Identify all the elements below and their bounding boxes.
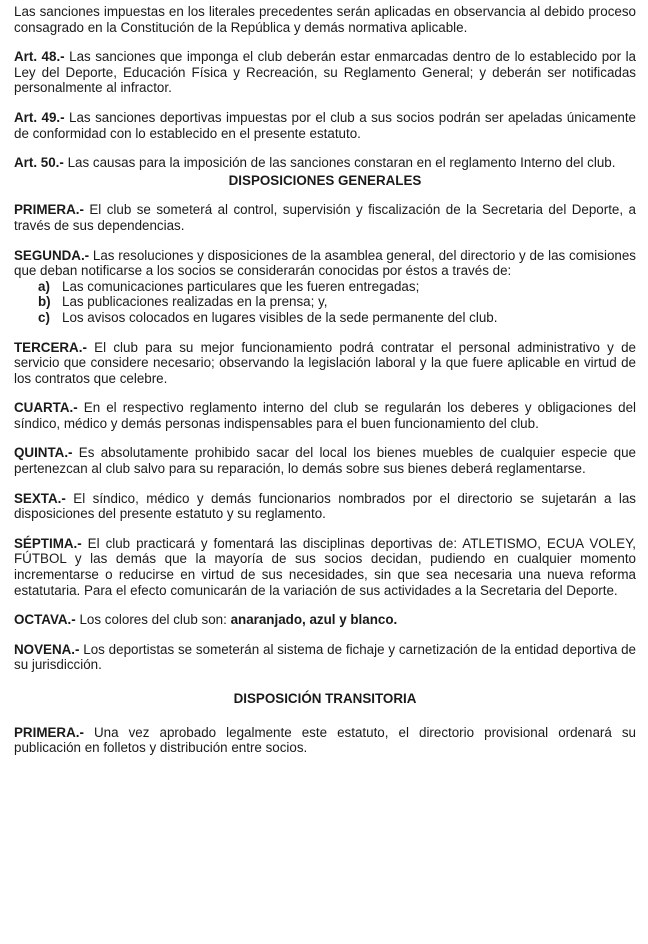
disposition-text: Es absolutamente prohibido sacar del local los bienes muebles de cualquier especie que pertenezcan al club salvo para su reparación, lo demás sobre sus bienes deberá reglamentarse. [14, 445, 636, 477]
article-49 [14, 110, 636, 141]
list-item [14, 310, 636, 326]
section-heading-transitoria: DISPOSICIÓN TRANSITORIA [233, 691, 417, 706]
disposition-label: PRIMERA.- [14, 724, 84, 740]
disposition-label: SÉPTIMA.- [14, 535, 82, 551]
disposition-text: El club se someterá al control, supervisión y fiscalización de la Secretaria del Deporte, a través de sus dependencias. [14, 202, 636, 233]
disposition-text: Una vez aprobado legalmente este estatuto, el directorio provisional ordenará su publicación en folletos y distribución entre socios. [14, 724, 636, 756]
section-heading-general: DISPOSICIONES GENERALES [228, 172, 422, 188]
disposition-text: Los colores del club son: [75, 612, 231, 628]
disposition-text: Las resoluciones y disposiciones de la asamblea general, del directorio y de las comisiones que deban notificarse a los socios se considerarán conocidas por éstos a través de: [14, 247, 636, 279]
list-item-text: Las comunicaciones particulares que les fueren entregadas; [62, 278, 420, 294]
list-letter: b) [38, 294, 51, 310]
disposition-label: NOVENA.- [14, 641, 80, 657]
disposition-septima [14, 536, 636, 598]
disposition-text: El síndico, médico y demás funcionarios nombrados por el directorio se sujetarán a las disposiciones del presente estatuto y su reglamento. [14, 490, 636, 522]
disposition-text: Los deportistas se someterán al sistema de fichaje y carnetización de la entidad deportiva de su jurisdicción. [14, 641, 636, 673]
disposition-tercera [14, 340, 636, 387]
disposition-text: El club practicará y fomentará las disciplinas deportivas de: ATLETISMO, ECUA VOLEY, FÚTBOL y las demás que la mayoría de sus socios decidan, pudiendo en cualquier momento incrementarse o reducirse en virtud de sus necesidades, sin que sea necesaria una nueva reforma estatutaria. Para el efecto comunicarán de la variación de sus actividades a la Secretaria del Deporte. [14, 535, 636, 598]
disposition-text: El club para su mejor funcionamiento podrá contratar el personal administrativo y de servicio que considere necesario; observando la legislación laboral y la que fuere aplicable en virtud de los contratos que celebre. [14, 339, 636, 386]
paragraph-text: Las sanciones impuestas en los literales precedentes serán aplicadas en observancia al debido proceso consagrado en la Constitución de la República y demás normativa aplicable. [14, 4, 636, 35]
article-number: Art. 49.- [14, 109, 65, 125]
disposition-label: OCTAVA.- [14, 612, 76, 628]
disposition-label: SEXTA.- [14, 490, 66, 506]
list-letter: a) [38, 278, 50, 294]
list-item-text: Los avisos colocados en lugares visibles de la sede permanente del club. [62, 309, 498, 325]
article-50 [14, 155, 636, 171]
disposition-sexta [14, 491, 636, 522]
disposition-octava [14, 612, 636, 628]
article-text: Las sanciones que imponga el club deberán estar enmarcadas dentro de lo establecido por la Ley del Deporte, Educación Física y Recreación, su Reglamento General; y deberán ser notificadas personalmente al infractor. [14, 49, 637, 96]
disposition-label: QUINTA.- [14, 445, 73, 461]
club-colors: anaranjado, azul y blanco. [230, 612, 398, 628]
disposition-primera [14, 202, 636, 233]
article-text: Las sanciones deportivas impuestas por el club a sus socios podrán ser apeladas únicamente de conformidad con lo establecido en el presente estatuto. [14, 109, 637, 141]
transitoria-primera [14, 725, 636, 756]
document-page [14, 4, 636, 756]
article-number: Art. 48.- [14, 49, 65, 65]
disposition-quinta [14, 445, 636, 476]
article-text: Las causas para la imposición de las sanciones constaran en el reglamento Interno del club. [63, 155, 616, 171]
disposition-segunda [14, 248, 636, 279]
segunda-list [14, 279, 636, 326]
disposition-novena [14, 642, 636, 673]
paragraph-sanciones-intro [14, 4, 636, 35]
list-item [14, 279, 636, 295]
disposition-text: En el respectivo reglamento interno del club se regularán los deberes y obligaciones del síndico, médico y demás personas indispensables para el buen funcionamiento del club. [14, 400, 636, 431]
disposition-label: TERCERA.- [14, 339, 87, 355]
list-item [14, 294, 636, 310]
article-number: Art. 50.- [14, 155, 64, 171]
list-letter: c) [38, 309, 50, 325]
list-item-text: Las publicaciones realizadas en la prensa; y, [62, 294, 328, 310]
disposition-label: PRIMERA.- [14, 202, 84, 218]
disposition-cuarta [14, 400, 636, 431]
article-48 [14, 49, 636, 96]
disposition-label: SEGUNDA.- [14, 247, 90, 263]
disposition-label: CUARTA.- [14, 400, 78, 416]
